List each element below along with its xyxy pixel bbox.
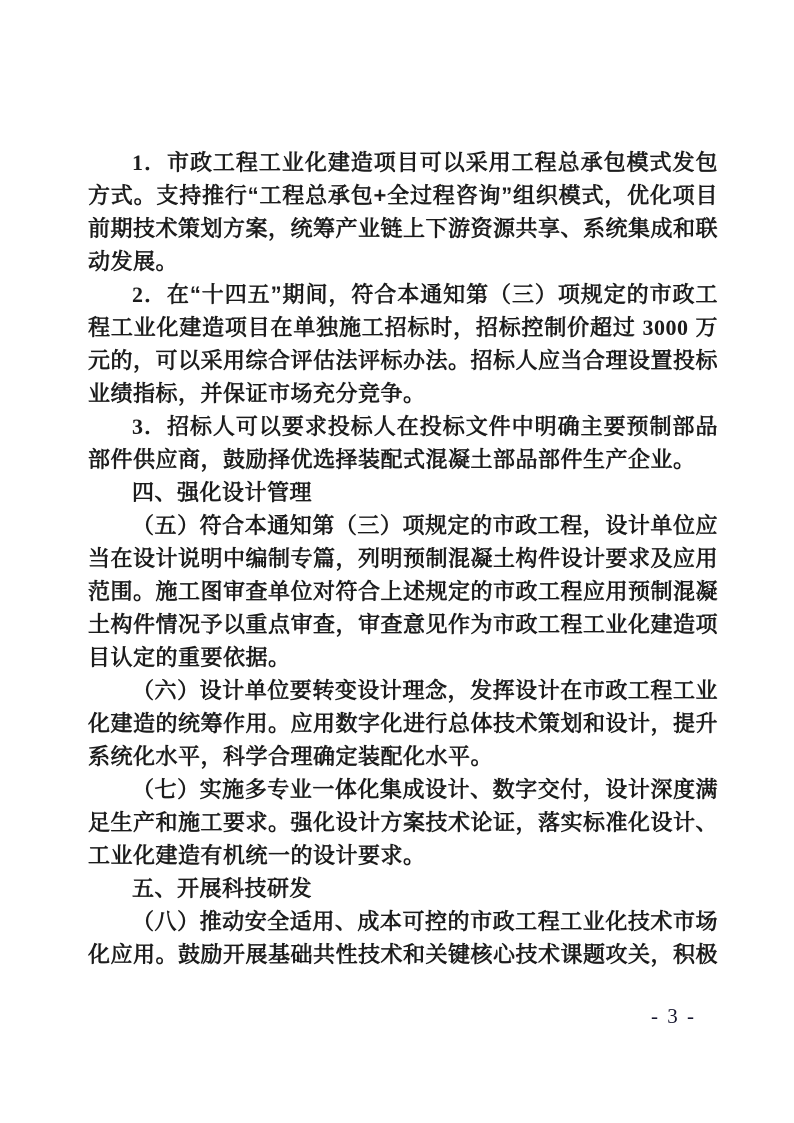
page-number: - 3 -: [651, 1004, 696, 1028]
latin-text-segment: 3: [132, 414, 144, 439]
text-segment: （七）实施多专业一体化集成设计、数字交付，设计深度满足生产和施工要求。强化设计方案技术论证，落实标准化设计、工业化建造有机统一的设计要求。: [88, 777, 719, 868]
text-segment: ．在“十四五”期间，符合本通知第（三）项规定的市政工程工业化建造项目在单独施工招标时，招标控制价超过: [88, 282, 718, 340]
text-segment: 四、强化设计管理: [132, 480, 313, 505]
paragraph: [88, 509, 718, 674]
text-segment: ．市政工程工业化建造项目可以采用工程总承包模式发包方式。支持推行“工程总承包+全过程咨询”组织模式，优化项目前期技术策划方案，统筹产业链上下游资源共享、系统集成和联动发展。: [88, 150, 719, 274]
section-heading: [88, 872, 718, 905]
paragraph: [88, 278, 718, 410]
latin-text-segment: 3000: [642, 315, 689, 340]
document-body: [88, 146, 718, 971]
text-segment: 五、开展科技研发: [132, 876, 313, 901]
text-segment: （六）设计单位要转变设计理念，发挥设计在市政工程工业化建造的统筹作用。应用数字化进行总体技术策划和设计，提升系统化水平，科学合理确定装配化水平。: [88, 678, 719, 769]
text-segment: （八）推动安全适用、成本可控的市政工程工业化技术市场化应用。鼓励开展基础共性技术和关键核心技术课题攻关，积极: [88, 909, 719, 967]
section-heading: [88, 476, 718, 509]
paragraph: [88, 905, 718, 971]
text-segment: （五）符合本通知第（三）项规定的市政工程，设计单位应当在设计说明中编制专篇，列明预制混凝土构件设计要求及应用范围。施工图审查单位对符合上述规定的市政工程应用预制混凝土构件情况予以重点审查，审查意见作为市政工程工业化建造项目认定的重要依据。: [88, 513, 719, 670]
paragraph: [88, 773, 718, 872]
latin-text-segment: 2: [132, 282, 144, 307]
paragraph: [88, 410, 718, 476]
latin-text-segment: 1: [132, 150, 144, 175]
text-segment: 万元的，可以采用综合评估法评标办法。招标人应当合理设置投标业绩指标，并保证市场充分竞争。: [88, 315, 719, 406]
paragraph: [88, 674, 718, 773]
paragraph: [88, 146, 718, 278]
text-segment: ．招标人可以要求投标人在投标文件中明确主要预制部品部件供应商，鼓励择优选择装配式混凝土部品部件生产企业。: [88, 414, 718, 472]
